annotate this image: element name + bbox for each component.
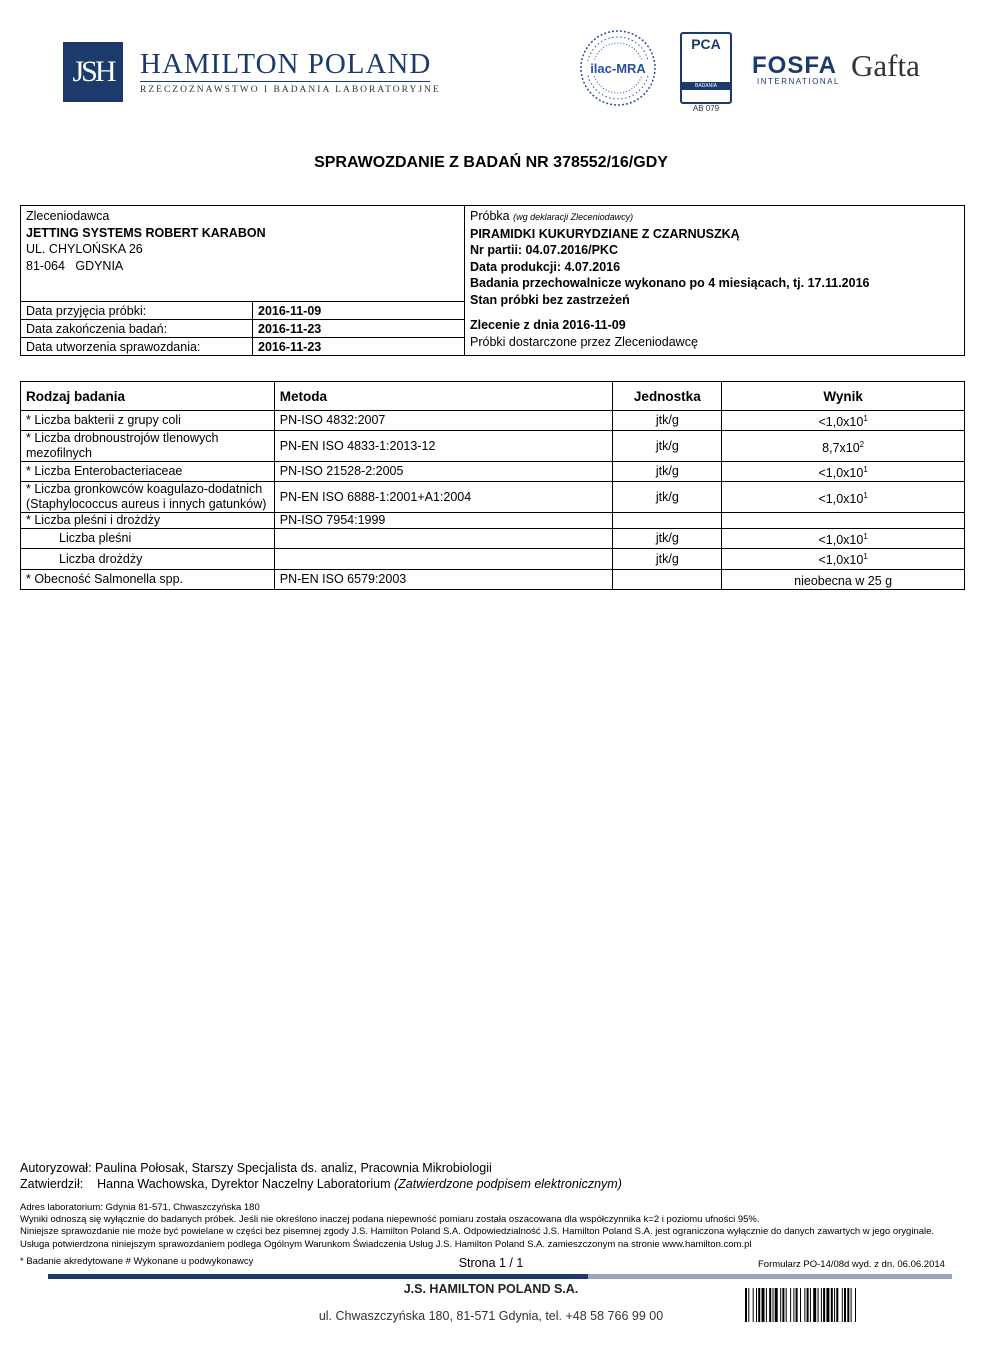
barcode-bar xyxy=(855,1288,856,1322)
result-unit: jtk/g xyxy=(613,462,722,482)
client-name: JETTING SYSTEMS ROBERT KARABON xyxy=(26,225,266,240)
sample-name: PIRAMIDKI KUKURYDZIANE Z CZARNUSZKĄ xyxy=(470,226,740,241)
results-table xyxy=(20,381,965,590)
sample-label: Próbka xyxy=(470,209,510,223)
approved-by xyxy=(20,1176,622,1192)
client-city: 81-064 GDYNIA xyxy=(26,258,124,273)
result-value-exponent: 2 xyxy=(859,439,865,449)
results-body xyxy=(21,411,965,590)
result-unit xyxy=(613,569,722,589)
barcode-bar xyxy=(818,1288,819,1322)
result-unit: jtk/g xyxy=(613,549,722,569)
result-row xyxy=(21,513,965,529)
header-test: Rodzaj badania xyxy=(21,382,275,411)
date-row xyxy=(21,338,464,356)
sample-batch: Nr partii: 04.07.2016/PKC xyxy=(470,243,618,257)
barcode-bar xyxy=(831,1288,833,1322)
page-number: Strona 1 / 1 xyxy=(458,1256,524,1270)
result-row xyxy=(21,462,965,482)
barcode-bar xyxy=(807,1288,809,1322)
result-row xyxy=(21,569,965,589)
result-unit: jtk/g xyxy=(613,411,722,431)
barcode-bar xyxy=(851,1288,852,1322)
barcode-bar xyxy=(800,1288,801,1322)
result-value-base: 8,7x10 xyxy=(822,440,860,455)
barcode-bar xyxy=(758,1288,760,1322)
barcode-bar xyxy=(782,1288,784,1322)
client-label: Zleceniodawca xyxy=(26,209,110,223)
header-result: Wynik xyxy=(722,382,965,411)
result-unit: jtk/g xyxy=(613,482,722,513)
result-test: * Liczba bakterii z grupy coli xyxy=(21,411,275,431)
barcode-bar xyxy=(790,1288,791,1322)
result-method: PN-EN ISO 6579:2003 xyxy=(274,569,613,589)
pca-subtitle: BADANIA xyxy=(682,82,730,90)
legend: * Badanie akredytowane # Wykonane u podwykonawcy xyxy=(20,1256,254,1267)
hamilton-logo-mark: JSH xyxy=(63,42,123,102)
pca-code: AB 079 xyxy=(692,104,720,113)
barcode-bar xyxy=(775,1288,778,1322)
result-value xyxy=(722,411,965,431)
result-value-exponent: 1 xyxy=(863,532,868,542)
fosfa-subtitle: INTERNATIONAL xyxy=(757,77,840,86)
barcode-bar xyxy=(769,1288,771,1322)
result-unit: jtk/g xyxy=(613,529,722,549)
result-test: * Liczba drobnoustrojów tlenowych mezofilnych xyxy=(21,431,275,462)
date-row xyxy=(21,302,464,320)
approved-note: (Zatwierdzone podpisem elektronicznym) xyxy=(393,1177,622,1191)
barcode-bar xyxy=(745,1288,747,1322)
result-value-base: <1,0x10 xyxy=(818,533,864,548)
result-method xyxy=(274,529,613,549)
fosfa-logo: FOSFA xyxy=(752,52,838,79)
header-unit: Jednostka xyxy=(613,382,722,411)
info-box xyxy=(20,205,965,356)
brand-name: HAMILTON POLAND xyxy=(140,48,432,80)
barcode-bar xyxy=(773,1288,774,1322)
barcode-bar xyxy=(847,1288,849,1322)
brand-divider xyxy=(140,81,430,82)
barcode-bar xyxy=(793,1288,794,1322)
company-name: J.S. HAMILTON POLAND S.A. xyxy=(403,1282,579,1296)
result-row xyxy=(21,431,965,462)
result-test: * Obecność Salmonella spp. xyxy=(21,569,275,589)
result-value xyxy=(722,513,965,529)
result-value-base: nieobecna w 25 g xyxy=(794,573,893,588)
barcode-bar xyxy=(813,1288,816,1322)
result-value-base: <1,0x10 xyxy=(818,466,864,481)
footer-bar-dark xyxy=(48,1274,588,1279)
barcode-bar xyxy=(804,1288,805,1322)
barcode-bar xyxy=(780,1288,781,1322)
gafta-logo: Gafta xyxy=(851,48,920,83)
result-value xyxy=(722,482,965,513)
result-row xyxy=(21,549,965,569)
result-value-exponent: 1 xyxy=(863,552,868,562)
date-label: Data przyjęcia próbki: xyxy=(21,302,253,320)
barcode-bar xyxy=(786,1288,787,1322)
result-unit: jtk/g xyxy=(613,431,722,462)
result-test: * Liczba pleśni i drożdży xyxy=(21,513,275,529)
result-value-exponent: 1 xyxy=(863,465,868,475)
date-value: 2016-11-23 xyxy=(253,320,465,338)
sample-production-date: Data produkcji: 4.07.2016 xyxy=(470,259,621,274)
result-row xyxy=(21,411,965,431)
footer-bar-light xyxy=(588,1274,952,1279)
sample-delivery: Próbki dostarczone przez Zleceniodawcę xyxy=(470,334,698,349)
barcode-bar xyxy=(842,1288,843,1322)
result-test: * Liczba gronkowców koagulazo-dodatnich (Staphylococcus aureus i innych gatunków) xyxy=(21,482,275,513)
result-value xyxy=(722,569,965,589)
barcode-bar xyxy=(748,1288,749,1322)
barcode-bar xyxy=(836,1288,838,1322)
result-test: Liczba pleśni xyxy=(21,529,275,549)
pca-title: PCA xyxy=(691,36,721,52)
result-method: PN-ISO 7954:1999 xyxy=(274,513,613,529)
approved-by-text: Zatwierdził: Hanna Wachowska, Dyrektor Naczelny Laboratorium xyxy=(20,1177,394,1191)
lab-address: Adres laboratorium: Gdynia 81-571, Chwaszczyńska 180 xyxy=(20,1202,260,1213)
result-value-exponent: 1 xyxy=(863,414,868,423)
sample-label-line xyxy=(470,208,960,226)
signers-block xyxy=(20,1160,622,1192)
dates-table xyxy=(21,301,464,355)
client-street: UL. CHYLOŃSKA 26 xyxy=(26,242,143,256)
barcode-bar xyxy=(834,1288,835,1322)
result-value-base: <1,0x10 xyxy=(818,553,864,568)
result-method: PN-EN ISO 4833-1:2013-12 xyxy=(274,431,613,462)
result-method: PN-ISO 4832:2007 xyxy=(274,411,613,431)
company-address: ul. Chwaszczyńska 180, 81-571 Gdynia, tel. +48 58 766 99 00 xyxy=(318,1309,664,1323)
barcode-bar xyxy=(826,1288,829,1322)
barcode-bar xyxy=(766,1288,767,1322)
order-date: Zlecenie z dnia 2016-11-09 xyxy=(470,318,626,332)
result-unit xyxy=(613,513,722,529)
barcode-bar xyxy=(796,1288,798,1322)
barcode-bar xyxy=(753,1288,754,1322)
sample-storage-note: Badania przechowalnicze wykonano po 4 miesiącach, tj. 17.11.2016 xyxy=(470,276,870,290)
client-block xyxy=(26,208,266,274)
date-value: 2016-11-09 xyxy=(253,302,465,320)
result-value-base: <1,0x10 xyxy=(818,491,864,506)
date-label: Data utworzenia sprawozdania: xyxy=(21,338,253,356)
pca-logo xyxy=(680,32,732,104)
report-title: SPRAWOZDANIE Z BADAŃ NR 378552/16/GDY xyxy=(314,154,668,171)
ilac-text: ilac-MRA xyxy=(590,61,646,76)
brand-subtitle: RZECZOZNAWSTWO I BADANIA LABORATORYJNE xyxy=(140,85,441,95)
info-divider xyxy=(464,206,465,355)
barcode-bar xyxy=(762,1288,765,1322)
form-number: Formularz PO-14/08d wyd. z dn. 06.06.2014 xyxy=(758,1259,945,1270)
sample-block xyxy=(470,208,960,350)
barcode-bar xyxy=(844,1288,846,1322)
result-row xyxy=(21,529,965,549)
barcode-bar xyxy=(823,1288,825,1322)
date-row xyxy=(21,320,464,338)
barcode-bar xyxy=(821,1288,822,1322)
result-value-base: <1,0x10 xyxy=(818,415,864,430)
result-row xyxy=(21,482,965,513)
results-header-row xyxy=(21,382,965,411)
result-value xyxy=(722,529,965,549)
barcode xyxy=(745,1288,953,1322)
barcode-bar xyxy=(756,1288,757,1322)
result-value-exponent: 1 xyxy=(863,490,868,500)
result-method: PN-ISO 21528-2:2005 xyxy=(274,462,613,482)
header-method: Metoda xyxy=(274,382,613,411)
sample-label-note: (wg deklaracji Zleceniodawcy) xyxy=(513,212,634,222)
notes-block xyxy=(20,1202,960,1251)
note-uncertainty: Wyniki odnoszą się wyłącznie do badanych próbek. Jeśli nie określono inaczej podana niepewność pomiaru została oszacowana dla współczynnika k=2 i poziomu ufności 95%. xyxy=(20,1214,760,1226)
date-value: 2016-11-23 xyxy=(253,338,465,356)
sample-condition: Stan próbki bez zastrzeżeń xyxy=(470,292,630,307)
ilac-mra-logo xyxy=(578,28,658,108)
result-value xyxy=(722,431,965,462)
result-value xyxy=(722,462,965,482)
barcode-bar xyxy=(810,1288,811,1322)
authorized-by: Autoryzował: Paulina Połosak, Starszy Specjalista ds. analiz, Pracownia Mikrobiologii xyxy=(20,1161,492,1175)
note-copyright: Niniejsze sprawozdanie nie może być powielane w części bez pisemnej zgody J.S. Hamilton Poland S.A. Odpowiedzialność J.S. Hamilton Poland S.A. jest ograniczona wyłącznie do danych zawartych w jego oryginale. Usługa potwierdzona niniejszym sprawozdaniem podlega Ogólnym Warunkom Świadczenia Usług J.S. Hamilton Poland S.A. zamieszczonym na stronie www.hamilton.com.pl xyxy=(20,1226,935,1250)
result-test: Liczba drożdży xyxy=(21,549,275,569)
date-label: Data zakończenia badań: xyxy=(21,320,253,338)
result-method xyxy=(274,549,613,569)
result-value xyxy=(722,549,965,569)
result-method: PN-EN ISO 6888-1:2001+A1:2004 xyxy=(274,482,613,513)
result-test: * Liczba Enterobacteriaceae xyxy=(21,462,275,482)
